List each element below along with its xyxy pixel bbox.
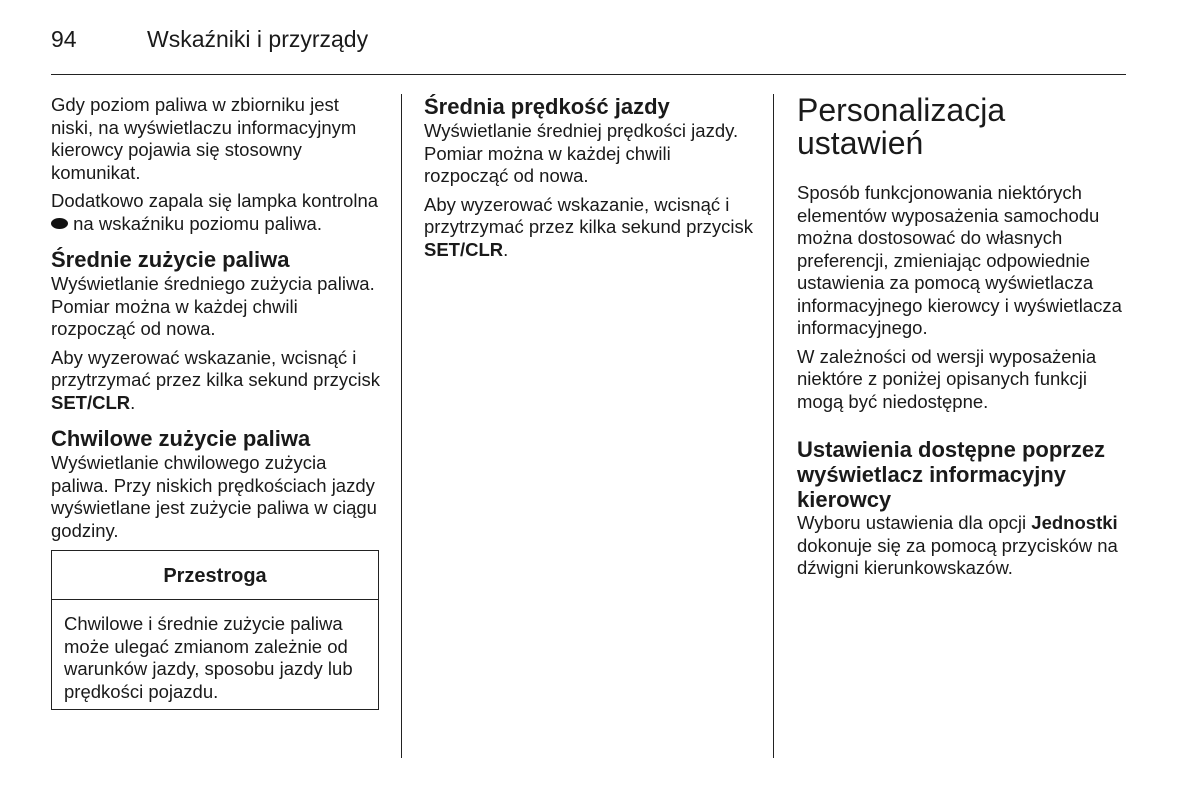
column-1 — [51, 94, 381, 710]
text: . — [130, 391, 136, 413]
header-divider — [51, 74, 1126, 75]
heading-driver-info-settings: Ustawienia dostępne poprzez wyświetlacz informacyjny kierowcy — [797, 437, 1106, 512]
caution-body — [52, 600, 378, 709]
caution-box — [51, 550, 379, 710]
paragraph: Gdy poziom paliwa w zbiorniku jest niski, na wyświetlaczu informacyjnym kierowcy pojawia się stosowny komunikat. — [51, 94, 357, 183]
page-number: 94 — [51, 26, 77, 52]
column-divider — [773, 94, 774, 758]
text: . — [503, 238, 509, 260]
caution-title: Przestroga — [52, 551, 378, 600]
paragraph: Wyświetlanie średniego zużycia paliwa. Pomiar można w każdej chwili rozpocząć od nowa. — [51, 273, 375, 339]
text: Aby wyzerować wskazanie, wcisnąć i przytrzymać przez kilka sekund przycisk — [424, 193, 753, 237]
text: Aby wyzerować wskazanie, wcisnąć i przytrzymać przez kilka sekund przycisk — [51, 346, 380, 390]
column-3 — [797, 94, 1127, 586]
column-divider — [401, 94, 402, 758]
button-label: SET/CLR — [424, 238, 504, 260]
heading-instant-fuel-consumption: Chwilowe zużycie paliwa — [51, 426, 311, 451]
option-name: Jednostki — [1031, 512, 1118, 533]
page-header — [51, 24, 368, 54]
fuel-warning-lamp-icon — [51, 218, 68, 229]
paragraph: Wyświetlanie chwilowego zużycia paliwa. Przy niskich prędkościach jazdy wyświetlane jest zużycie paliwa w ciągu godziny. — [51, 452, 377, 541]
paragraph — [797, 512, 1127, 580]
heading-average-speed: Średnia prędkość jazdy — [424, 94, 670, 119]
button-label: SET/CLR — [51, 391, 131, 413]
text: Wyboru ustawienia dla opcji — [797, 512, 1032, 533]
paragraph: Wyświetlanie średniej prędkości jazdy. Pomiar można w każdej chwili rozpocząć od nowa. — [424, 120, 739, 186]
section-title: Wskaźniki i przyrządy — [147, 26, 369, 52]
heading-average-fuel-consumption: Średnie zużycie paliwa — [51, 247, 290, 272]
caution-text: Chwilowe i średnie zużycie paliwa może ulegać zmianom zależnie od warunków jazdy, sposobu jazdy lub prędkości pojazdu. — [64, 613, 353, 702]
text: dokonuje się za pomocą przycisków na dźwigni kierunkowskazów. — [797, 534, 1118, 578]
section-heading-personalization: Personalizacja ustawień — [797, 92, 1006, 161]
text: Dodatkowo zapala się lampka kontrolna — [51, 190, 379, 211]
column-2 — [424, 94, 760, 267]
text: na wskaźniku poziomu paliwa. — [68, 212, 322, 234]
paragraph: Sposób funkcjonowania niektórych elementów wyposażenia samochodu można dostosować do własnych preferencji, zmieniając odpowiednie ustawienia za pomocą wyświetlacza informacyjnego kierowcy i wyświetlacza informacyjnego. — [797, 182, 1122, 338]
paragraph — [51, 347, 381, 415]
paragraph — [51, 190, 381, 235]
paragraph — [424, 194, 760, 262]
paragraph: W zależności od wersji wyposażenia niektóre z poniżej opisanych funkcji mogą być niedostępne. — [797, 345, 1097, 412]
